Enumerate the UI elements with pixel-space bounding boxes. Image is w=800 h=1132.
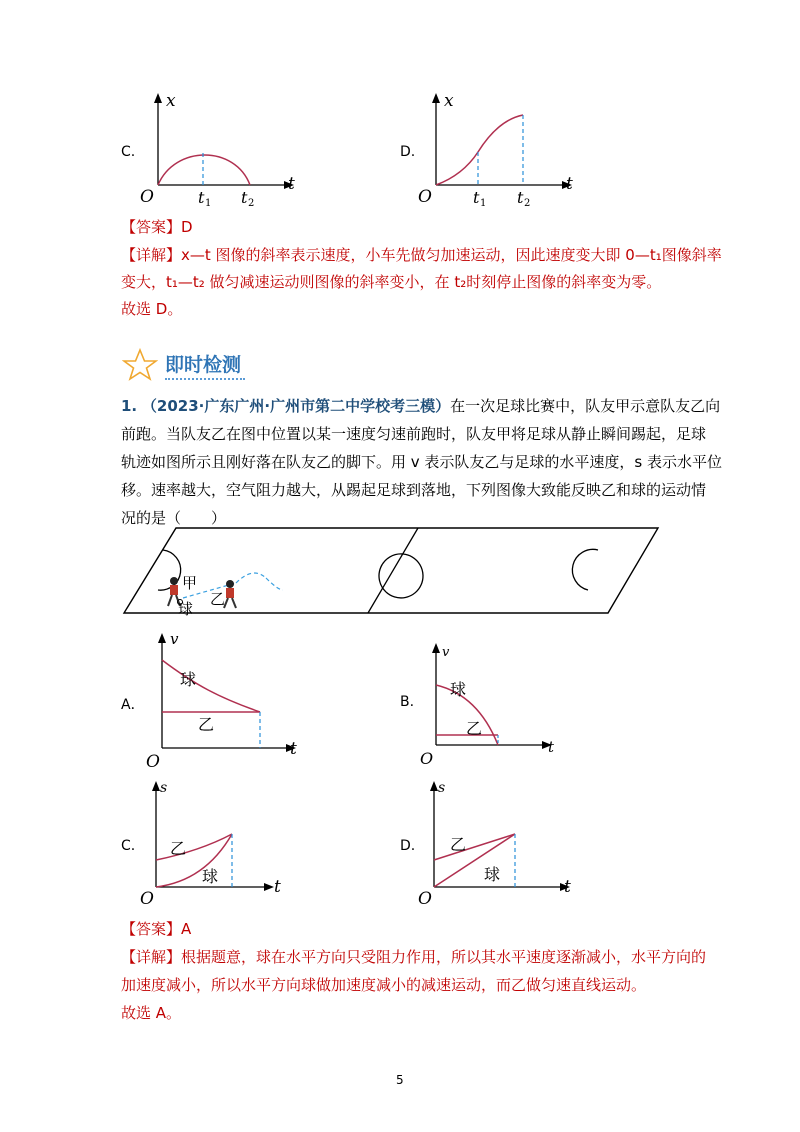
label-yi: 乙 bbox=[466, 719, 483, 738]
axis-t-label: t bbox=[548, 738, 555, 756]
axis-t-label: t bbox=[274, 877, 281, 897]
answer-2 bbox=[121, 915, 191, 943]
t1-label: t bbox=[198, 188, 205, 207]
option-c-label: C. bbox=[121, 838, 136, 854]
axis-v-label: v bbox=[442, 645, 450, 660]
question-number: 1. bbox=[121, 397, 138, 415]
label-yi: 乙 bbox=[210, 590, 226, 608]
label-ball: 球 bbox=[484, 865, 501, 884]
origin-label: O bbox=[420, 749, 434, 768]
t2-sub: 2 bbox=[524, 198, 531, 209]
t1-label: t bbox=[473, 188, 480, 207]
axis-s-label: s bbox=[438, 780, 446, 796]
detail-2-conclusion: 故选 A。 bbox=[121, 1004, 182, 1022]
detail-1-line1: 【详解】x—t 图像的斜率表示速度，小车先做匀加速运动，因此速度变大即 0—t₁图像斜率 bbox=[121, 246, 722, 264]
player-yi-icon bbox=[224, 580, 236, 608]
label-ball: 球 bbox=[178, 600, 194, 618]
t1-sub: 1 bbox=[205, 198, 212, 209]
origin-label: O bbox=[140, 187, 154, 207]
soccer-field-illustration bbox=[118, 518, 678, 630]
option-b-label: B. bbox=[400, 694, 415, 710]
section-title: 即时检测 bbox=[165, 354, 242, 376]
t1-sub: 1 bbox=[480, 198, 487, 209]
question-1-line3: 轨迹如图所示且刚好落在队友乙的脚下。用 v 表示队友乙与足球的水平速度，s 表示水平位 bbox=[121, 453, 723, 471]
axis-s-label: s bbox=[160, 780, 168, 796]
t2-sub: 2 bbox=[248, 198, 255, 209]
option-d-label: D. bbox=[400, 838, 416, 854]
label-ball: 球 bbox=[202, 867, 219, 886]
origin-label: O bbox=[140, 889, 154, 909]
graph-b bbox=[418, 640, 588, 770]
star-icon bbox=[122, 348, 158, 382]
graph-top-d bbox=[418, 90, 588, 210]
t2-label: t bbox=[517, 188, 524, 207]
label-ball: 球 bbox=[180, 670, 197, 689]
page-number: 5 bbox=[396, 1073, 404, 1087]
axis-t-label: t bbox=[288, 174, 295, 194]
option-a-label: A． bbox=[121, 697, 145, 713]
t2-label: t bbox=[241, 188, 248, 207]
answer-1 bbox=[121, 213, 193, 241]
axis-x-label: x bbox=[444, 91, 454, 111]
axis-t-label: t bbox=[290, 739, 297, 759]
option-d-label-top: D. bbox=[400, 144, 416, 160]
origin-label: O bbox=[418, 187, 432, 207]
answer-value: D bbox=[181, 218, 193, 236]
axis-v-label: v bbox=[170, 630, 179, 648]
question-1-line5: 况的是（ ） bbox=[121, 509, 227, 527]
detail-1-conclusion: 故选 D。 bbox=[121, 300, 183, 318]
graph-top-c bbox=[140, 90, 310, 210]
detail-2-line1: 【详解】根据题意，球在水平方向只受阻力作用，所以其水平速度逐渐减小，水平方向的 bbox=[121, 948, 707, 966]
graph-a bbox=[140, 630, 310, 770]
question-1-line1 bbox=[121, 392, 720, 420]
graph-c bbox=[140, 776, 310, 911]
option-c-label-top: C. bbox=[121, 144, 136, 160]
label-yi: 乙 bbox=[170, 839, 187, 858]
label-yi: 乙 bbox=[450, 835, 467, 854]
origin-label: O bbox=[146, 752, 160, 770]
detail-1-line2: 变大，t₁—t₂ 做匀减速运动则图像的斜率变小，在 t₂时刻停止图像的斜率变为零。 bbox=[121, 273, 662, 291]
label-yi: 乙 bbox=[198, 715, 215, 734]
label-jia: 甲 bbox=[182, 574, 198, 592]
question-1-line4: 移。速率越大，空气阻力越大，从踢起足球到落地，下列图像大致能反映乙和球的运动情 bbox=[121, 481, 707, 499]
answer-value: A bbox=[181, 920, 192, 938]
origin-label: O bbox=[418, 889, 432, 909]
question-text-start: 在一次足球比赛中，队友甲示意队友乙向 bbox=[450, 397, 721, 415]
section-underline bbox=[165, 378, 245, 380]
graph-d bbox=[418, 776, 588, 911]
answer-label: 【答案】 bbox=[121, 920, 182, 938]
axis-x-label: x bbox=[166, 91, 176, 111]
detail-2-line2: 加速度减小，所以水平方向球做加速度减小的减速运动，而乙做匀速直线运动。 bbox=[121, 976, 647, 994]
axis-t-label: t bbox=[566, 174, 573, 194]
question-1-line2: 前跑。当队友乙在图中位置以某一速度匀速前跑时，队友甲将足球从静止瞬间踢起，足球 bbox=[121, 425, 707, 443]
answer-label: 【答案】 bbox=[121, 218, 182, 236]
question-source: （2023·广东广州·广州市第二中学校考三模） bbox=[141, 397, 451, 415]
axis-t-label: t bbox=[564, 877, 571, 897]
label-ball: 球 bbox=[450, 680, 467, 699]
